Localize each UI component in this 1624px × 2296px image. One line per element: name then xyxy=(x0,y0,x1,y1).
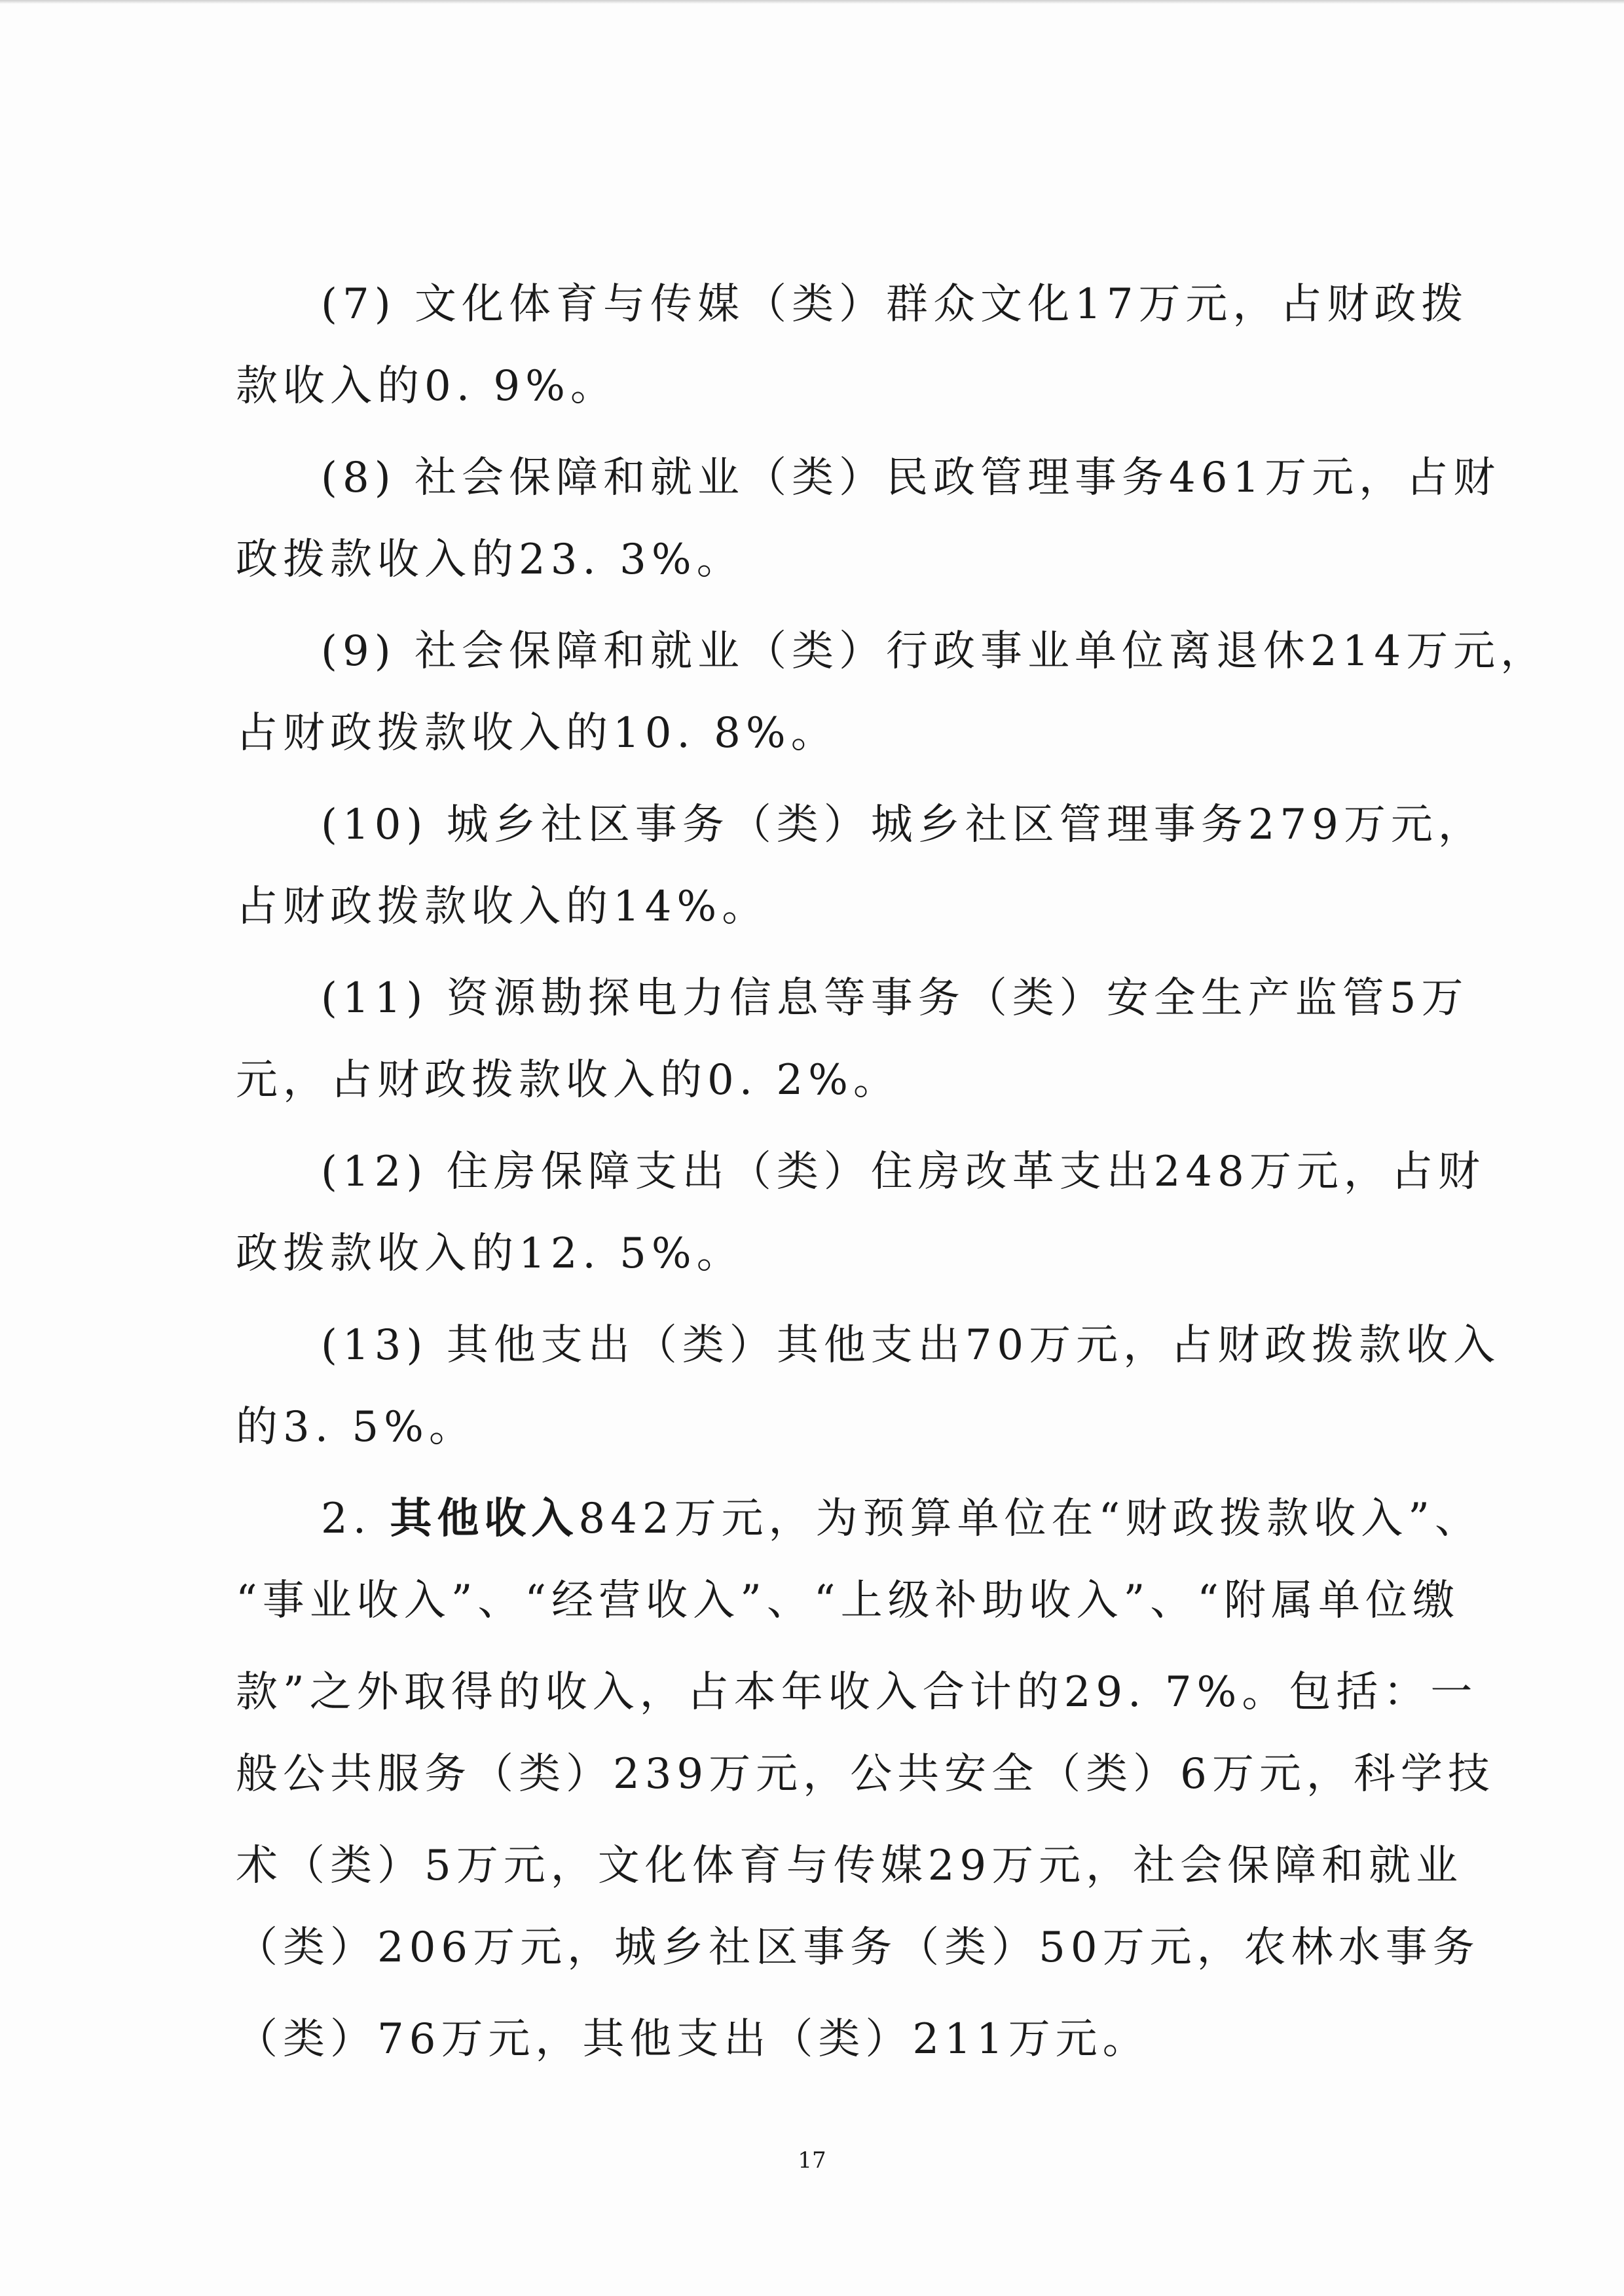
page-top-edge xyxy=(0,0,1624,4)
paragraph-13-line-1: (13) 其他支出（类）其他支出70万元，占财政拨款收入 xyxy=(321,1321,1501,1370)
other-income-number: 2. xyxy=(321,1495,372,1543)
paragraph-8-line-2: 政拨款收入的23. 3%。 xyxy=(236,536,744,584)
other-income-line-1 xyxy=(321,1489,1482,1548)
paragraph-7-line-2: 款收入的0. 9%。 xyxy=(236,362,618,410)
paragraph-11-line-1: (11) 资源勘探电力信息等事务（类）安全生产监管5万 xyxy=(321,974,1469,1023)
paragraph-9-line-2: 占财政拨款收入的10. 8%。 xyxy=(236,709,838,757)
paragraph-9-line-1: (9) 社会保障和就业（类）行政事业单位离退休214万元， xyxy=(321,627,1548,676)
paragraph-7-line-1: (7) 文化体育与传媒（类）群众文化17万元，占财政拨 xyxy=(321,280,1469,329)
other-income-line-6: （类）206万元，城乡社区事务（类）50万元，农林水事务 xyxy=(236,1923,1480,1972)
paragraph-8-line-1: (8) 社会保障和就业（类）民政管理事务461万元，占财 xyxy=(321,454,1501,502)
other-income-line-3: 款”之外取得的收入，占本年收入合计的29. 7%。包括：一 xyxy=(236,1668,1478,1717)
paragraph-10-line-2: 占财政拨款收入的14%。 xyxy=(236,883,769,931)
paragraph-13-line-2: 的3. 5%。 xyxy=(236,1403,476,1451)
other-income-line-7: （类）76万元，其他支出（类）211万元。 xyxy=(236,2015,1150,2064)
paragraph-11-line-2: 元，占财政拨款收入的0. 2%。 xyxy=(236,1056,900,1104)
other-income-heading: 其他收入 xyxy=(390,1494,579,1543)
paragraph-10-line-1: (10) 城乡社区事务（类）城乡社区管理事务279万元， xyxy=(321,801,1485,849)
other-income-line-4: 般公共服务（类）239万元，公共安全（类）6万元，科学技 xyxy=(236,1750,1495,1798)
page-number: 17 xyxy=(798,2147,826,2174)
other-income-line-1-text: 842万元，为预算单位在“财政拨款收入”、 xyxy=(578,1495,1482,1543)
paragraph-12-line-2: 政拨款收入的12. 5%。 xyxy=(236,1230,744,1278)
other-income-line-2: “事业收入”、“经营收入”、“上级补助收入”、“附属单位缴 xyxy=(236,1576,1460,1625)
other-income-line-5: 术（类）5万元，文化体育与传媒29万元，社会保障和就业 xyxy=(236,1842,1464,1890)
paragraph-12-line-1: (12) 住房保障支出（类）住房改革支出248万元，占财 xyxy=(321,1148,1485,1196)
